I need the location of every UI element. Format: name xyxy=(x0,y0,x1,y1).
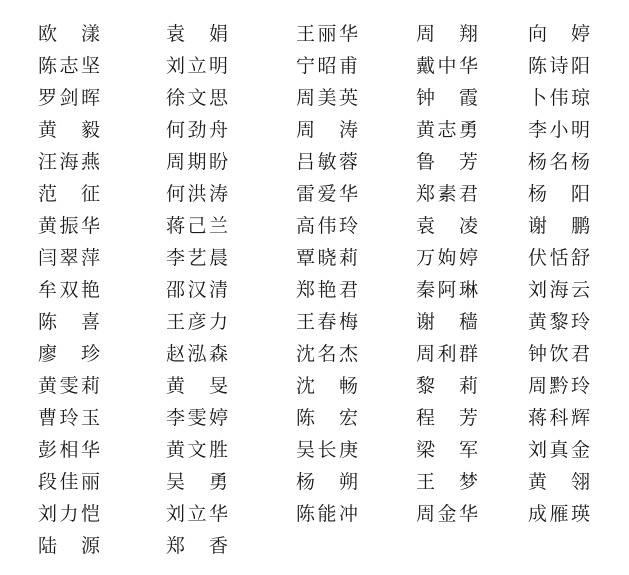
name-entry: 曹玲玉 xyxy=(38,407,100,429)
name-entry: 李小明 xyxy=(528,119,590,141)
name-entry: 邵汉清 xyxy=(166,279,228,301)
name-row xyxy=(0,114,629,146)
name-entry: 秦阿琳 xyxy=(416,279,478,301)
name-entry: 闫翠萍 xyxy=(38,247,100,269)
name-entry: 黎 莉 xyxy=(416,375,478,397)
name-entry: 钟饮君 xyxy=(528,343,590,365)
name-row xyxy=(0,274,629,306)
name-entry: 黄 毅 xyxy=(38,119,100,141)
name-entry: 雷爱华 xyxy=(296,183,358,205)
name-entry: 罗剑晖 xyxy=(38,87,100,109)
name-list xyxy=(0,18,629,562)
name-entry: 刘力恺 xyxy=(38,503,100,525)
name-entry: 王彦力 xyxy=(166,311,228,333)
name-entry: 戴中华 xyxy=(416,55,478,77)
name-entry: 陆 源 xyxy=(38,535,100,557)
name-entry: 谢 鹏 xyxy=(528,215,590,237)
name-entry: 程 芳 xyxy=(416,407,478,429)
name-entry: 吴长庚 xyxy=(296,439,358,461)
name-row xyxy=(0,530,629,562)
name-entry: 黄 旻 xyxy=(166,375,228,397)
name-entry: 周 翔 xyxy=(416,23,478,45)
name-entry: 黄 翎 xyxy=(528,471,590,493)
name-entry: 黄文胜 xyxy=(166,439,228,461)
name-entry: 刘立华 xyxy=(166,503,228,525)
name-entry: 周黔玲 xyxy=(528,375,590,397)
name-row xyxy=(0,498,629,530)
name-entry: 袁 娟 xyxy=(166,23,228,45)
name-entry: 吴 勇 xyxy=(166,471,228,493)
name-row xyxy=(0,18,629,50)
name-entry: 郑艳君 xyxy=(296,279,358,301)
name-row xyxy=(0,466,629,498)
name-entry: 高伟玲 xyxy=(296,215,358,237)
name-entry: 陈诗阳 xyxy=(528,55,590,77)
name-entry: 伏恬舒 xyxy=(528,247,590,269)
name-row xyxy=(0,306,629,338)
name-entry: 黄志勇 xyxy=(416,119,478,141)
name-entry: 赵泓森 xyxy=(166,343,228,365)
name-row xyxy=(0,50,629,82)
name-entry: 王 梦 xyxy=(416,471,478,493)
name-row xyxy=(0,242,629,274)
name-entry: 何劲舟 xyxy=(166,119,228,141)
name-entry: 钟 霞 xyxy=(416,87,478,109)
name-entry: 黄振华 xyxy=(38,215,100,237)
name-entry: 陈能冲 xyxy=(296,503,358,525)
name-entry: 吕敏蓉 xyxy=(296,151,358,173)
name-entry: 杨名杨 xyxy=(528,151,590,173)
name-entry: 陈志坚 xyxy=(38,55,100,77)
name-entry: 蒋科辉 xyxy=(528,407,590,429)
name-row xyxy=(0,338,629,370)
name-entry: 卜伟琼 xyxy=(528,87,590,109)
name-entry: 刘立明 xyxy=(166,55,228,77)
name-row xyxy=(0,402,629,434)
name-entry: 杨 朔 xyxy=(296,471,358,493)
name-entry: 蒋己兰 xyxy=(166,215,228,237)
name-entry: 宁昭甫 xyxy=(296,55,358,77)
name-entry: 徐文思 xyxy=(166,87,228,109)
name-entry: 杨 阳 xyxy=(528,183,590,205)
name-entry: 周期盼 xyxy=(166,151,228,173)
name-entry: 何洪涛 xyxy=(166,183,228,205)
name-entry: 王丽华 xyxy=(296,23,358,45)
name-row xyxy=(0,210,629,242)
name-entry: 刘真金 xyxy=(528,439,590,461)
name-entry: 成雁瑛 xyxy=(528,503,590,525)
name-entry: 欧 漾 xyxy=(38,23,100,45)
name-entry: 廖 珍 xyxy=(38,343,100,365)
name-entry: 李雯婷 xyxy=(166,407,228,429)
name-entry: 覃晓莉 xyxy=(296,247,358,269)
name-row xyxy=(0,146,629,178)
name-entry: 黄雯莉 xyxy=(38,375,100,397)
name-row xyxy=(0,178,629,210)
name-entry: 周 涛 xyxy=(296,119,358,141)
name-entry: 段佳丽 xyxy=(38,471,100,493)
name-entry: 黄黎玲 xyxy=(528,311,590,333)
name-entry: 梁 军 xyxy=(416,439,478,461)
name-row xyxy=(0,434,629,466)
name-entry: 周美英 xyxy=(296,87,358,109)
name-entry: 彭相华 xyxy=(38,439,100,461)
name-entry: 李艺晨 xyxy=(166,247,228,269)
name-entry: 向 婷 xyxy=(528,23,590,45)
name-entry: 鲁 芳 xyxy=(416,151,478,173)
name-entry: 沈 畅 xyxy=(296,375,358,397)
name-entry: 周利群 xyxy=(416,343,478,365)
name-entry: 周金华 xyxy=(416,503,478,525)
name-entry: 范 征 xyxy=(38,183,100,205)
name-entry: 陈 喜 xyxy=(38,311,100,333)
name-entry: 王春梅 xyxy=(296,311,358,333)
name-entry: 谢 穑 xyxy=(416,311,478,333)
name-entry: 牟双艳 xyxy=(38,279,100,301)
name-entry: 郑 香 xyxy=(166,535,228,557)
name-entry: 沈名杰 xyxy=(296,343,358,365)
name-entry: 万姁婷 xyxy=(416,247,478,269)
name-entry: 陈 宏 xyxy=(296,407,358,429)
name-entry: 刘海云 xyxy=(528,279,590,301)
name-entry: 袁 凌 xyxy=(416,215,478,237)
name-entry: 汪海燕 xyxy=(38,151,100,173)
name-entry: 郑素君 xyxy=(416,183,478,205)
name-row xyxy=(0,370,629,402)
name-row xyxy=(0,82,629,114)
